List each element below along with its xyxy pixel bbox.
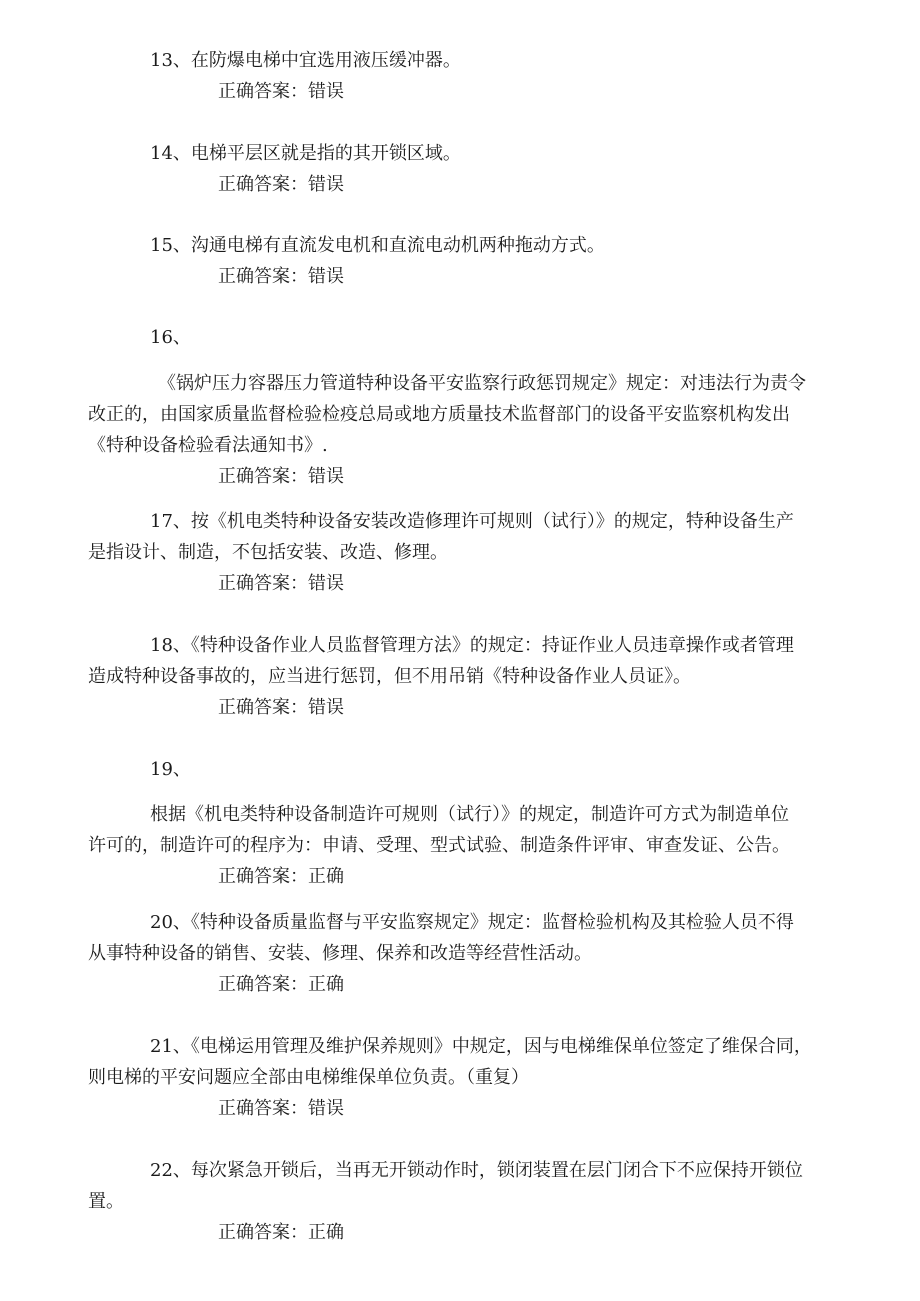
question-item xyxy=(88,907,880,1000)
question-text: 从事特种设备的销售、安装、修理、保养和改造等经营性活动。 xyxy=(88,943,592,964)
answer-text: 正确答案：错误 xyxy=(218,81,344,102)
question-item xyxy=(88,754,880,892)
question-text: 许可的，制造许可的程序为：申请、受理、型式试验、制造条件评审、审查发证、公告。 xyxy=(88,835,790,856)
answer-text: 正确答案：错误 xyxy=(218,466,344,487)
answer-text: 正确答案：正确 xyxy=(218,866,344,887)
answer-text: 正确答案：正确 xyxy=(218,974,344,995)
answer-text: 正确答案：正确 xyxy=(218,1222,344,1243)
answer-text: 正确答案：错误 xyxy=(218,697,344,718)
question-text: 22、每次紧急开锁后，当再无开锁动作时，锁闭装置在层门闭合下不应保持开锁位 xyxy=(150,1160,803,1181)
question-number: 19、 xyxy=(150,759,191,780)
question-item xyxy=(88,630,880,723)
question-text: 17、按《机电类特种设备安装改造修理许可规则（试行）》的规定，特种设备生产 xyxy=(150,511,794,532)
question-text: 20、《特种设备质量监督与平安监察规定》规定：监督检验机构及其检验人员不得 xyxy=(150,912,794,933)
question-number: 16、 xyxy=(150,327,191,348)
answer-text: 正确答案：错误 xyxy=(218,174,344,195)
question-text: 则电梯的平安问题应全部由电梯维保单位负责。（重复） xyxy=(88,1067,529,1088)
question-text: 改正的，由国家质量监督检验检疫总局或地方质量技术监督部门的设备平安监察机构发出 xyxy=(88,404,790,425)
question-item xyxy=(88,230,880,292)
question-item xyxy=(88,1155,880,1248)
question-item xyxy=(88,1031,880,1124)
question-item xyxy=(88,506,880,599)
question-text: 《锅炉压力容器压力管道特种设备平安监察行政惩罚规定》规定：对违法行为责令 xyxy=(158,373,806,394)
answer-text: 正确答案：错误 xyxy=(218,573,344,594)
question-text: 置。 xyxy=(88,1191,124,1212)
question-text: 18、《特种设备作业人员监督管理方法》的规定：持证作业人员违章操作或者管理 xyxy=(150,635,794,656)
question-text: 15、沟通电梯有直流发电机和直流电动机两种拖动方式。 xyxy=(150,235,605,256)
question-text: 21、《电梯运用管理及维护保养规则》中规定，因与电梯维保单位签定了维保合同， xyxy=(150,1036,812,1057)
question-item xyxy=(88,322,880,492)
question-text: 是指设计、制造，不包括安装、改造、修理。 xyxy=(88,542,448,563)
question-item xyxy=(88,138,880,200)
question-text: 造成特种设备事故的，应当进行惩罚，但不用吊销《特种设备作业人员证》。 xyxy=(88,666,691,687)
answer-text: 正确答案：错误 xyxy=(218,1098,344,1119)
question-text: 14、电梯平层区就是指的其开锁区域。 xyxy=(150,143,461,164)
question-text: 13、在防爆电梯中宜选用液压缓冲器。 xyxy=(150,50,461,71)
question-item xyxy=(88,45,880,107)
question-text: 《特种设备检验看法通知书》. xyxy=(88,435,328,456)
question-text: 根据《机电类特种设备制造许可规则（试行）》的规定，制造许可方式为制造单位 xyxy=(150,804,789,825)
answer-text: 正确答案：错误 xyxy=(218,266,344,287)
